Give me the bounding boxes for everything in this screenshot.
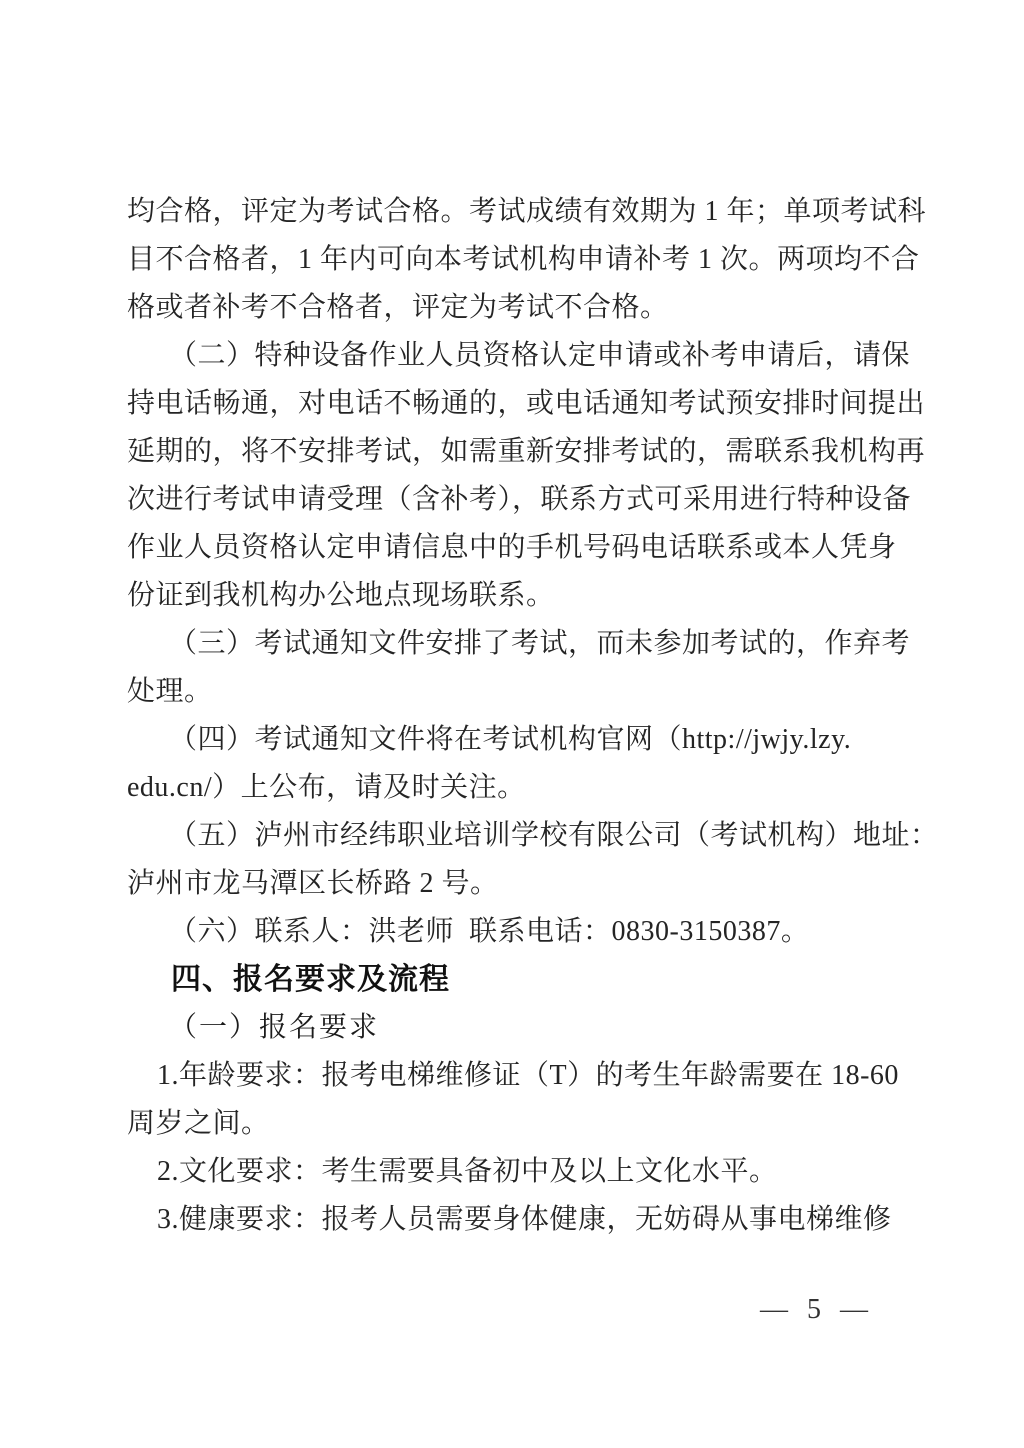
section-heading: 四、报名要求及流程 <box>171 963 450 996</box>
page-number: — 5 — <box>760 1294 874 1325</box>
subsection-heading: （一）报名要求 <box>169 1012 380 1043</box>
text-line: 均合格，评定为考试合格。考试成绩有效期为 1 年；单项考试科 <box>127 196 927 227</box>
text-line: 份证到我机构办公地点现场联系。 <box>127 580 555 611</box>
text-line-req-2: 2.文化要求：考生需要具备初中及以上文化水平。 <box>157 1156 778 1187</box>
text-line: 持电话畅通，对电话不畅通的，或电话通知考试预安排时间提出 <box>127 388 926 419</box>
text-line: 处理。 <box>127 676 213 707</box>
text-line: 次进行考试申请受理（含补考），联系方式可采用进行特种设备 <box>127 484 912 515</box>
text-line-item-4: （四）考试通知文件将在考试机构官网（http://jwjy.lzy. <box>169 724 852 755</box>
text-line: 泸州市龙马潭区长桥路 2 号。 <box>127 868 499 899</box>
text-line-item-6: （六）联系人：洪老师 联系电话：0830-3150387。 <box>169 916 810 947</box>
text-line: 目不合格者，1 年内可向本考试机构申请补考 1 次。两项均不合 <box>127 244 920 275</box>
text-line: 周岁之间。 <box>127 1108 270 1139</box>
text-line-item-3: （三）考试通知文件安排了考试，而未参加考试的，作弃考 <box>169 628 911 659</box>
text-line-req-3: 3.健康要求：报考人员需要身体健康，无妨碍从事电梯维修 <box>157 1204 892 1235</box>
text-line-item-5: （五）泸州市经纬职业培训学校有限公司（考试机构）地址： <box>169 820 939 851</box>
text-line: 格或者补考不合格者，评定为考试不合格。 <box>127 292 669 323</box>
document-body <box>127 188 939 1244</box>
text-line-req-1: 1.年龄要求：报考电梯维修证（T）的考生年龄需要在 18-60 <box>157 1060 899 1091</box>
text-line: edu.cn/）上公布，请及时关注。 <box>127 772 526 803</box>
text-line: 作业人员资格认定申请信息中的手机号码电话联系或本人凭身 <box>127 532 897 563</box>
text-line: 延期的，将不安排考试，如需重新安排考试的，需联系我机构再 <box>127 436 926 467</box>
text-line-item-2: （二）特种设备作业人员资格认定申请或补考申请后，请保 <box>169 340 911 371</box>
